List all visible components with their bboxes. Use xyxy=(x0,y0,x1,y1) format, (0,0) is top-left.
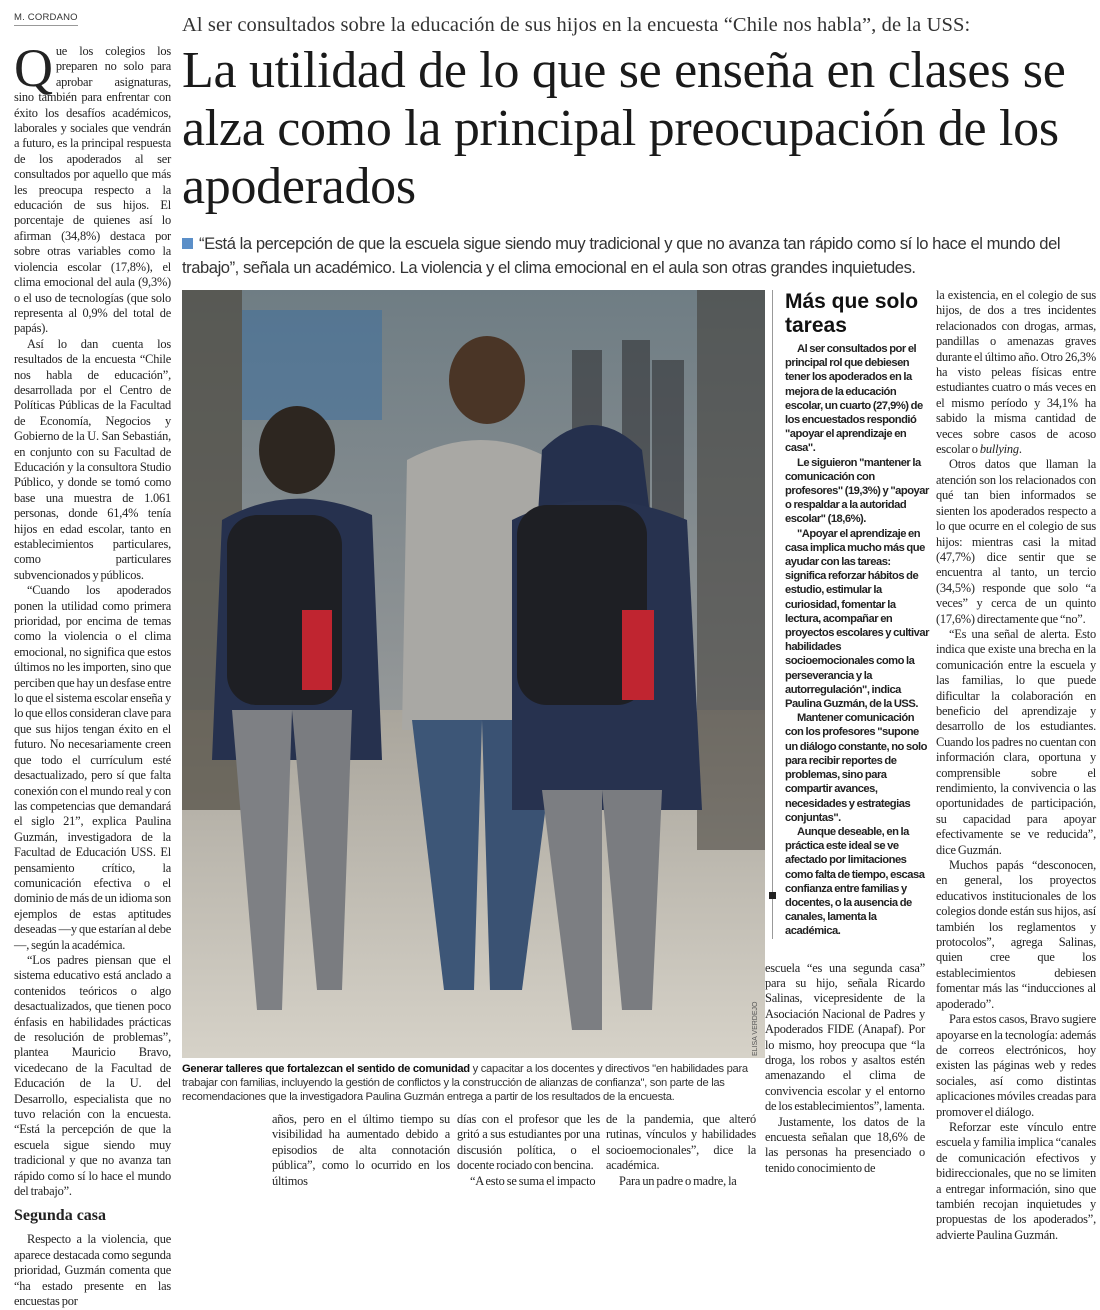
paragraph: de la pandemia, que alteró rutinas, vínculos y habilidades socioemocionales”, dice la académica. xyxy=(606,1112,756,1173)
lead-paragraph xyxy=(14,38,171,337)
sidebar-paragraph: "Apoyar el aprendizaje en casa implica mucho más que ayudar con las tareas: significa reforzar hábitos de estudio, estimular la curiosidad, fomentar la lectura, acompañar en proyectos escolares y cultivar habilidades socioemocionales como la perseverancia y la autorregulación", indica Paulina Guzmán, de la USS. xyxy=(785,527,929,711)
paragraph: Justamente, los datos de la encuesta señalan que 18,6% de las personas ha presenciado o tenido conocimiento de xyxy=(765,1114,925,1175)
article-column-bottom-1 xyxy=(272,1112,450,1189)
paragraph: “Es una señal de alerta. Esto indica que existe una brecha en la comunicación entre la escuela y las familias, lo que puede dificultar la colaboración en beneficio del aprendizaje y desarrollo de los estudiantes. Cuando los padres no cuentan con información clara, oportuna y comprensible sobre el rendimiento, la convivencia o las oportunidades de participación, su capacidad para apoyar efectivamente se ve reducida”, dice Guzmán. xyxy=(936,626,1096,857)
photo-caption xyxy=(182,1062,767,1104)
photo-illustration xyxy=(182,290,765,1058)
paragraph: Para un padre o madre, la xyxy=(619,1173,737,1188)
paragraph: “Cuando los apoderados ponen la utilidad como primera prioridad, por encima de temas como la violencia o el clima emocional, no significa que estos últimos no les importen, sino que perciben que hay un desfase entre lo que el sistema escolar enseña y lo que ellos consideran clave para que sus hijos tengan éxito en el futuro. No necesariamente creen que todo el currículum esté desactualizado, pero sí que falta conexión con el mundo real y con las competencias que demandará el siglo 21”, explica Paulina Guzmán, investigadora de la Facultad de Educación USS. El pensamiento crítico, la comunicación efectiva o el dominio de más de un idioma son ejemplos de estas aptitudes deseadas —y que estarían al debe—, según la académica. xyxy=(14,583,171,952)
article-column-bottom-3 xyxy=(606,1112,756,1189)
paragraph: Reforzar este vínculo entre escuela y familia implica “canales de comunicación efectivos y bidireccionales, que no se limiten a entregar información, sino que también recojan inquietudes y propuestas de los apoderados”, advierte Paulina Guzmán. xyxy=(936,1119,1096,1242)
article-photo xyxy=(182,290,765,1058)
paragraph: “Los padres piensan que el sistema educativo está anclado a contenidos teóricos o algo desactualizados, que tienen poco énfasis en habilidades prácticas de resolución de problemas”, plantea Mauricio Bravo, vicedecano de la Facultad de Educación de la U. del Desarrollo, especialista que no tuvo relación con la encuesta. “Está la percepción de que la escuela sigue siendo muy tradicional y que no avanza tan rápido como sí lo hace el mundo del trabajo”. xyxy=(14,952,171,1199)
paragraph: “A esto se suma el impacto xyxy=(470,1173,596,1188)
paragraph: Otros datos que llaman la atención son los relacionados con qué tan bien informados se sienten los apoderados respecto a lo que ocurre en el colegio de sus hijos: mientras casi la mitad (47,7%) dice sentir que se encuentra al tanto, un tercio (34,5%) responde que solo “a veces” y cerca de un quinto (17,6%) directamente que “no”. xyxy=(936,457,1096,626)
byline: M. CORDANO xyxy=(14,12,78,26)
paragraph: años, pero en el último tiempo su visibilidad ha aumentado debido a episodios de alta connotación pública”, como lo ocurrido en los últimos xyxy=(272,1112,450,1188)
article-column-right xyxy=(936,288,1096,1243)
paragraph: días con el profesor que les gritó a sus estudiantes por una discusión política, o el docente rociado con bencina. xyxy=(457,1112,600,1173)
sidebar-paragraph: Al ser consultados por el principal rol que debiesen tener los apoderados en la mejora de la educación escolar, un cuarto (27,9%) de los encuestados respondió "apoyar el aprendizaje en casa". xyxy=(785,343,923,455)
subheading: Segunda casa xyxy=(14,1207,107,1225)
sidebar-box xyxy=(772,290,930,939)
caption-lead: Generar talleres que fortalezcan el sentido de comunidad xyxy=(182,1063,470,1075)
text: la existencia, en el colegio de sus hijos, de dos a tres incidentes relacionados con drogas, armas, pandillas o amenazas graves durante el último año. Otro 26,3% ha visto peleas físicas entre estudiantes cuatro o más veces en el mismo período y 34,1% ha sabido la misma cantidad de veces sobre casos de acoso escolar o xyxy=(936,288,1096,457)
headline: La utilidad de lo que se enseña en clases se alza como la principal preocupación de los apoderados xyxy=(182,42,1066,215)
article-column-bottom-2 xyxy=(457,1112,600,1189)
paragraph: Para estos casos, Bravo sugiere apoyarse en la tecnología: además de correos electrónicos, hoy existen las páginas web y redes sociales, así como distintas aplicaciones móviles creadas para promover el diálogo. xyxy=(936,1012,1096,1119)
sidebar-title: Más que solo tareas xyxy=(785,290,919,337)
deck xyxy=(182,232,1092,280)
italic-term: bullying xyxy=(979,442,1019,457)
photo-credit: ELISA VERDEJO xyxy=(752,1001,759,1056)
kicker: Al ser consultados sobre la educación de sus hijos en la encuesta “Chile nos habla”, de la USS: xyxy=(182,14,971,36)
paragraph: escuela “es una segunda casa” para su hijo, señala Ricardo Salinas, vicepresidente de la Asociación Nacional de Padres y Apoderados FIDE (Anapaf). Por lo mismo, hoy preocupa que “la droga, los robos y asaltos estén amenazando el clima de convivencia escolar y el entorno de los establecimientos”, lamenta. xyxy=(765,960,925,1114)
middle-column xyxy=(765,290,930,1176)
caption-text: y capacitar a los docentes y directivos "en habilidades para trabajar con familias, incluyendo la gestión de conflictos y la construcción de alianzas de confianza", son parte de las recomendaciones que la investigadora Paulina Guzmán entrega a partir de los resultados de la encuesta. xyxy=(182,1063,748,1103)
end-mark-icon xyxy=(769,892,776,899)
bullet-square-icon xyxy=(182,238,193,249)
text: . xyxy=(1018,442,1022,457)
paragraph: Así lo dan cuenta los resultados de la encuesta “Chile nos habla de educación”, desarrollada por el Centro de Políticas Públicas de la Facultad de Economía, Negocios y Gobierno de la U. San Sebastián, en conjunto con su Facultad de Educación y la consultora Studio Público, y donde se tomó como base una muestra de 1.061 personas, donde 61,4% tenía hijos en edad escolar, tanto en establecimientos particulares, como particulares subvencionados y públicos. xyxy=(14,336,171,582)
drop-cap: Q xyxy=(14,38,53,98)
article-column-left xyxy=(14,38,171,1310)
lead-text: ue los colegios los preparen no solo para aprobar asignaturas, sino también para enfrentar con éxito los desafíos académicos, laborales y sociales que vendrán a futuro, es la principal respuesta de los apoderados al ser consultados por aquello que más les preocupa respecto a la educación de sus hijos. El porcentaje de quienes así lo afirman (34,8%) destaca por sobre otras variables como la violencia escolar (17,8%), el clima emocional del aula (9,3%) o el uso de tecnologías (que solo representa al 0,9% del total de papás). xyxy=(14,44,171,336)
sidebar-paragraph: Aunque deseable, en la práctica este ideal se ve afectado por limitaciones como falta de tiempo, escasa confianza entre familias y docentes, o la ausencia de canales, lamenta la académica. xyxy=(785,825,925,938)
sidebar-paragraph: Mantener comunicación con los profesores "supone un diálogo constante, no solo para recibir reportes de problemas, sino para compartir avances, necesidades y estrategias conjuntas". xyxy=(785,712,927,824)
paragraph: Respecto a la violencia, que aparece destacada como segunda prioridad, Guzmán comenta que “ha estado presente en las encuestas por xyxy=(14,1232,171,1309)
deck-text: “Está la percepción de que la escuela sigue siendo muy tradicional y que no avanza tan rápido como sí lo hace el mundo del trabajo”, señala un académico. La violencia y el clima emocional en el aula son otras grandes inquietudes. xyxy=(182,234,1061,277)
paragraph xyxy=(936,288,1096,457)
article-column-bottom-4 xyxy=(765,961,925,1177)
paragraph: Muchos papás “desconocen, en general, los proyectos educativos institucionales de los colegios donde están sus hijos, así también los reglamentos y protocolos”, agrega Salinas, quien cree que los establecimientos debiesen fomentar más las “inducciones al apoderado”. xyxy=(936,858,1096,1011)
sidebar-paragraph: Le siguieron "mantener la comunicación con profesores" (19,3%) y "apoyar o respaldar a la autoridad escolar" (18,6%). xyxy=(785,456,929,526)
